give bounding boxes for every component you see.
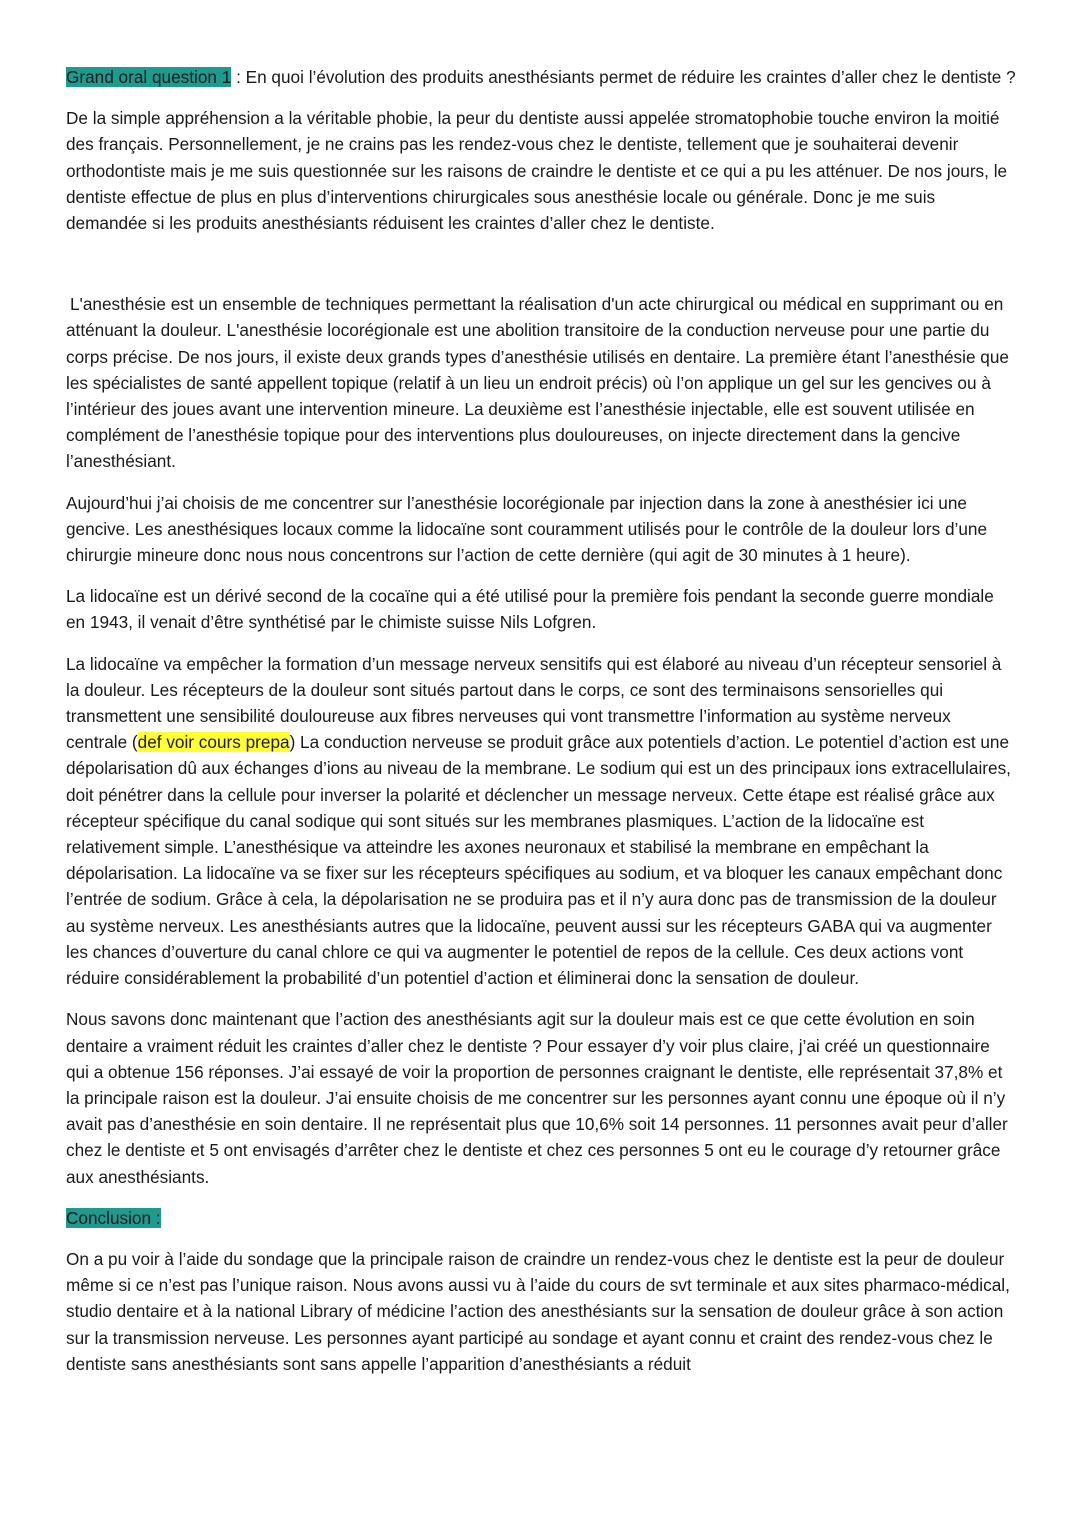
intro-paragraph: De la simple appréhension a la véritable phobie, la peur du dentiste aussi appelée stromatophobie touche environ la moitié des français. Personnellement, je ne crains pas les rendez-vous chez le dentiste, tellement que je souhaiterai devenir orthodontiste mais je me suis questionnée sur les raisons de craindre le dentiste et ce qui a pu les atténuer. De nos jours, le dentiste effectue de plus en plus d’interventions chirurgicales sous anesthésie locale ou générale. Donc je me suis demandée si les produits anesthésiants réduisent les craintes d’aller chez le dentiste. <box>66 108 1008 234</box>
mechanism-text-before: La lidocaïne va empêcher la formation d’un message nerveux sensitifs qui est élaboré au niveau d’un récepteur sensoriel à la douleur. Les récepteurs de la douleur sont situés partout dans le corps, ce sont des terminaisons sensorielles qui transmettent une sensibilité douloureuse aux fibres nerveuses qui vont transmettre l’information au système nerveux centrale ( <box>66 653 1002 753</box>
document-page <box>66 64 1016 1392</box>
mechanism-text-after: ) La conduction nerveuse se produit grâce aux potentiels d’action. Le potentiel d’action est une dépolarisation dû aux échanges d’ions au niveau de la membrane. Le sodium qui est un des principaux ions extracellulaires, doit pénétrer dans la cellule pour inverser la polarité et déclencher un message nerveux. Cette étape est réalisé grâce aux récepteur spécifique du canal sodique qui sont situés sur les membranes plasmiques. L’action de la lidocaïne est relativement simple. L’anesthésique va atteindre les axones neuronaux et stabilisé la membrane en empêchant la dépolarisation. La lidocaïne va se fixer sur les récepteurs spécifiques au sodium, et va bloquer les canaux empêchant donc l’entrée de sodium. Grâce à cela, la dépolarisation ne se produira pas et il n’y aura donc pas de transmission de la douleur au système nerveux. Les anesthésiants autres que la lidocaïne, peuvent aussi sur les récepteurs GABA qui va augmenter les chances d’ouverture du canal chlore ce qui va augmenter le potentiel de repos de la cellule. Ces deux actions vont réduire considérablement la probabilité d’un potentiel d’action et éliminerai donc la sensation de douleur. <box>66 732 1011 989</box>
question-label: Grand oral question 1 <box>66 67 232 87</box>
blank-gap <box>66 251 1016 291</box>
survey-paragraph: Nous savons donc maintenant que l’action des anesthésiants agit sur la douleur mais est ce que cette évolution en soin dentaire a vraiment réduit les craintes d’aller chez le dentiste ? Pour essayer d’y voir plus claire, j’ai créé un questionnaire qui a obtenue 156 réponses. J’ai essayé de voir la proportion de personnes craignant le dentiste, elle représentait 37,8% et la principale raison est la douleur. J’ai ensuite choisis de me concentrer sur les personnes ayant connu une époque où il n’y avait pas d’anesthésie en soin dentaire. Il ne représentait plus que 10,6% soit 14 personnes. 11 personnes avait peur d’aller chez le dentiste et 5 ont envisagés d’arrêter chez le dentiste et chez ces personnes 5 ont eu le courage d’y retourner grâce aux anesthésiants. <box>66 1009 1008 1187</box>
history-paragraph: La lidocaïne est un dérivé second de la cocaïne qui a été utilisé pour la première fois pendant la seconde guerre mondiale en 1943, il venait d’être synthétisé par le chimiste suisse Nils Lofgren. <box>66 586 994 633</box>
question-paragraph <box>66 64 1016 90</box>
mechanism-paragraph <box>66 651 1016 992</box>
highlighted-note: def voir cours prepa <box>137 732 290 753</box>
conclusion-label: Conclusion : <box>66 1207 161 1228</box>
conclusion-heading <box>66 1205 1016 1231</box>
question-text: : En quoi l’évolution des produits anesthésiants permet de réduire les craintes d’aller chez le dentiste ? <box>231 67 1016 87</box>
definition-paragraph: L'anesthésie est un ensemble de techniques permettant la réalisation d'un acte chirurgical ou médical en supprimant ou en atténuant la douleur. L'anesthésie locorégionale est une abolition transitoire de la conduction nerveuse pour une partie du corps précise. De nos jours, il existe deux grands types d’anesthésie utilisés en dentaire. La première étant l’anesthésie que les spécialistes de santé appellent topique (relatif à un lieu un endroit précis) où l’on applique un gel sur les gencives ou à l’intérieur des joues avant une intervention mineure. La deuxième est l’anesthésie injectable, elle est souvent utilisée en complément de l’anesthésie topique pour des interventions plus douloureuses, on injecte directement dans la gencive l’anesthésiant. <box>66 294 1009 472</box>
focus-paragraph: Aujourd’hui j’ai choisis de me concentrer sur l’anesthésie locorégionale par injection dans la zone à anesthésier ici une gencive. Les anesthésiques locaux comme la lidocaïne sont couramment utilisés pour le contrôle de la douleur lors d’une chirurgie mineure donc nous nous concentrons sur l’action de cette dernière (qui agit de 30 minutes à 1 heure). <box>66 492 988 566</box>
conclusion-paragraph: On a pu voir à l’aide du sondage que la principale raison de craindre un rendez-vous chez le dentiste est la peur de douleur même si ce n’est pas l’unique raison. Nous avons aussi vu à l’aide du cours de svt terminale et aux sites pharmaco-médical, studio dentaire et à la national Library of médicine l’action des anesthésiants sur la sensation de douleur grâce à son action sur la transmission nerveuse. Les personnes ayant participé au sondage et ayant connu et craint des rendez-vous chez le dentiste sans anesthésiants sont sans appelle l’apparition d’anesthésiants a réduit <box>66 1248 1010 1374</box>
